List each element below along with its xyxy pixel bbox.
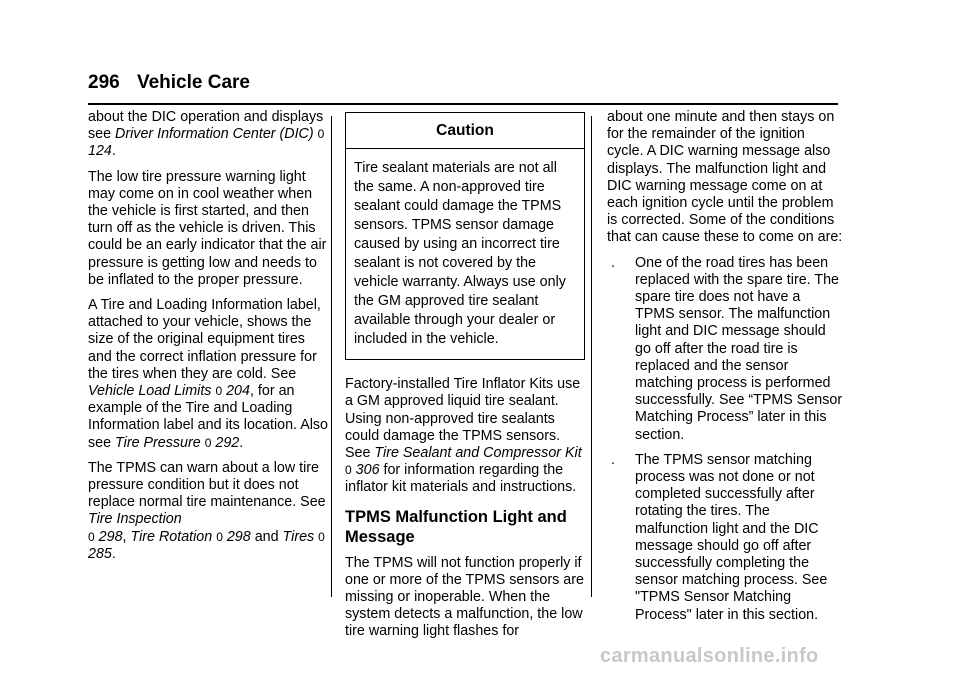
column-divider [331, 116, 332, 597]
page-ref-icon: 0 [216, 529, 223, 544]
bullet-marker: . [611, 254, 615, 271]
caution-box [345, 112, 585, 360]
page-ref-icon: 0 [88, 529, 95, 544]
column-1 [88, 109, 328, 571]
section-heading: TPMS Malfunction Light and Message [345, 507, 567, 546]
page-number: 296 [88, 72, 120, 93]
page-ref-icon: 0 [204, 435, 212, 450]
cross-reference-link[interactable]: Tire Sealant and Compressor Kit 0 306 [345, 445, 582, 479]
caution-text: Tire sealant materials are not all the same. A non-approved tire sealant could damage the TPMS sensors. TPMS sensor damage caused by using an incorrect tire sealant is not covered by the vehicle warranty. Always use only the GM approved tire sealant available through your dealer or included in the vehicle. [354, 160, 566, 348]
list-item [607, 452, 843, 624]
paragraph: A Tire and Loading Information label, attached to your vehicle, shows the size of the original equipment tires and the correct inflation pressure for the tires when they are cold. See Vehicle Load Limits 0 204, for an example of the Tire and Loading Information label and its location. Also see Tire Pressure 0 292. [88, 297, 329, 451]
cross-reference-link[interactable]: Vehicle Load Limits 0 204 [88, 383, 250, 400]
paragraph: The TPMS will not function properly if one or more of the TPMS sensors are missing or inoperable. When the system detects a malfunction, the low tire warning light flashes for [345, 554, 584, 640]
paragraph: Factory-installed Tire Inflator Kits use a GM approved liquid tire sealant. Using non-approved tire sealants could damage the TPMS sensors. See Tire Sealant and Compressor Kit 0 306 for information regarding the inflator kit materials and instructions. [345, 376, 582, 496]
column-2 [345, 109, 585, 649]
page-ref-icon: 0 [318, 529, 325, 544]
caution-title: Caution [346, 113, 584, 149]
list-item-text: The TPMS sensor matching process was not done or not completed successfully after rotating the tires. The malfunction light and the DIC message should go off after successfully completing the sensor matching process. See "TPMS Sensor Matching Process" later in this section. [635, 451, 828, 623]
cross-reference-link[interactable]: Driver Information Center (DIC) 0 124 [88, 126, 325, 160]
paragraph: about one minute and then stays on for the remainder of the ignition cycle. A DIC warning message also displays. The malfunction light and DIC warning message come on at each ignition cycle until the problem is corrected. Some of the conditions that can cause these to come on are: [607, 109, 843, 246]
bullet-marker: . [611, 451, 615, 468]
column-divider [591, 116, 592, 597]
page-ref-icon: 0 [317, 127, 325, 142]
paragraph: about the DIC operation and displays see Driver Information Center (DIC) 0 124. [88, 109, 325, 160]
list-item [607, 255, 843, 444]
paragraph: The TPMS can warn about a low tire pressure condition but it does not replace normal tire maintenance. See Tire Inspection 0 298, Tire Rotation 0 298 and Tires 0 285. [88, 459, 326, 562]
cross-reference-link[interactable]: Tire Pressure 0 292 [115, 434, 240, 451]
list-item-text: One of the road tires has been replaced with the spare tire. The spare tire does not have a TPMS sensor. The malfunction light and DIC message should go off after the road tire is replaced and the sensor matching process is performed successfully. See “TPMS Sensor Matching Process” later in this section. [635, 254, 843, 443]
section-title: Vehicle Care [136, 72, 251, 93]
watermark: carmanualsonline.info [600, 645, 819, 667]
header-rule [88, 103, 838, 105]
page-header [88, 72, 250, 94]
page-ref-icon: 0 [215, 384, 223, 399]
cross-reference-link[interactable]: Tire Inspection 0 298 [88, 511, 182, 545]
cross-reference-link[interactable]: Tires 0 285 [88, 528, 325, 562]
cross-reference-link[interactable]: Tire Rotation 0 298 [130, 528, 251, 545]
page-ref-icon: 0 [345, 463, 352, 478]
paragraph: The low tire pressure warning light may come on in cool weather when the vehicle is first started, and then turn off as the vehicle is driven. This could be an early indicator that the air pressure is getting low and needs to be inflated to the proper pressure. [88, 168, 327, 288]
column-3 [607, 109, 843, 632]
